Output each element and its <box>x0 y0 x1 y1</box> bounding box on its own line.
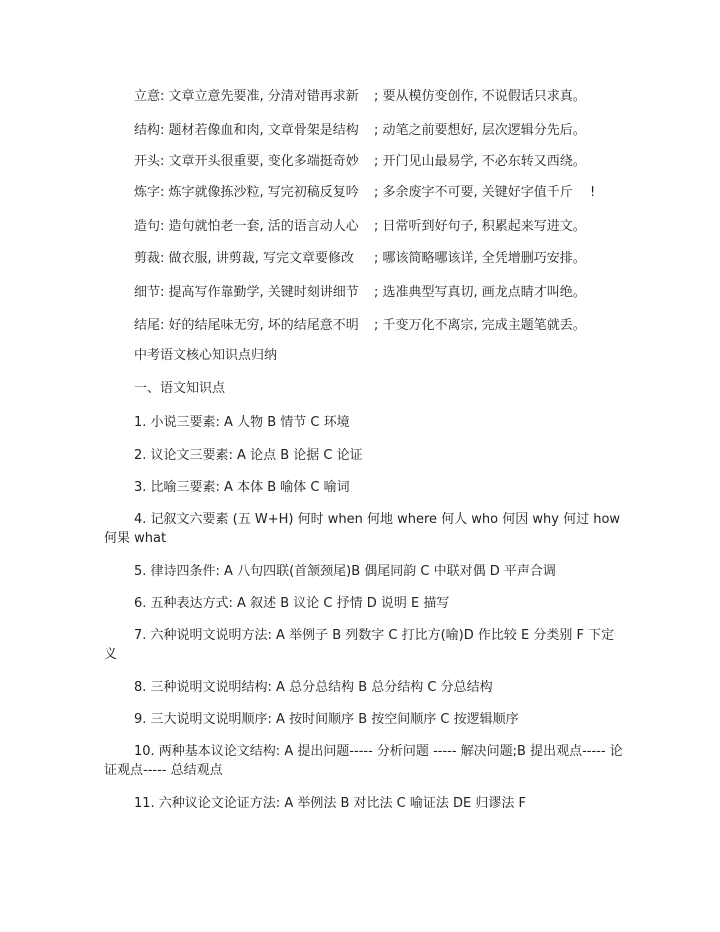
couplet-right: ; 日常听到好句子, 积累起来写进文。 <box>374 219 586 234</box>
couplet-line <box>134 185 573 201</box>
list-item: 11. 六种议论文论证方法: A 举例法 B 对比法 C 喻证法 DE 归谬法 F <box>134 796 526 811</box>
couplet-right: ; 开门见山最易学, 不必东转又西绕。 <box>374 154 586 169</box>
list-item: 1. 小说三要素: A 人物 B 情节 C 环境 <box>134 415 350 430</box>
stray-mark: ! <box>590 185 596 200</box>
list-item: 10. 两种基本议论文结构: A 提出问题----- 分析问题 ----- 解决问题;B 提出观点----- 论证观点----- 总结观点 <box>104 744 623 778</box>
list-item: 5. 律诗四条件: A 八句四联(首颔颈尾)B 偶尾同韵 C 中联对偶 D 平声合调 <box>134 564 556 579</box>
couplet-line <box>134 285 586 301</box>
couplet-left: 炼字: 炼字就像拣沙粒, 写完初稿反复吟 <box>134 185 359 200</box>
couplet-right: ; 千变万化不离宗, 完成主题笔就丢。 <box>374 318 586 333</box>
couplet-line <box>134 219 586 235</box>
couplet-left: 造句: 造句就怕老一套, 活的语言动人心 <box>134 219 359 234</box>
couplet-left: 开头: 文章开头很重要, 变化多端挺奇妙 <box>134 154 359 169</box>
list-item: 6. 五种表达方式: A 叙述 B 议论 C 抒情 D 说明 E 描写 <box>134 596 450 611</box>
couplet-left: 剪裁: 做衣服, 讲剪裁, 写完文章要修改 <box>134 251 355 266</box>
list-item: 7. 六种说明文说明方法: A 举例子 B 列数字 C 打比方(喻)D 作比较 E 分类别 F 下定义 <box>104 628 615 662</box>
couplet-right: ; 动笔之前要想好, 层次逻辑分先后。 <box>374 123 586 138</box>
couplet-left: 结尾: 好的结尾味无穷, 坏的结尾意不明 <box>134 318 359 333</box>
couplet-line <box>134 251 586 267</box>
list-item: 2. 议论文三要素: A 论点 B 论据 C 论证 <box>134 448 363 463</box>
couplet-line <box>134 318 586 334</box>
list-item: 8. 三种说明文说明结构: A 总分总结构 B 总分结构 C 分总结构 <box>134 680 493 695</box>
couplet-left: 细节: 提高写作靠勤学, 关键时刻讲细节 <box>134 285 359 300</box>
list-item: 9. 三大说明文说明顺序: A 按时间顺序 B 按空间顺序 C 按逻辑顺序 <box>134 712 519 727</box>
couplet-line <box>134 89 586 105</box>
section-title: 一、语文知识点 <box>134 381 226 396</box>
list-item: 4. 记叙文六要素 (五 W+H) 何时 when 何地 where 何人 who 何因 why 何过 how 何果 what <box>104 512 621 546</box>
couplet-right: ; 哪该简略哪该详, 全凭增删巧安排。 <box>374 251 586 266</box>
couplet-right: ; 要从模仿变创作, 不说假话只求真。 <box>374 89 586 104</box>
couplet-left: 立意: 文章立意先要准, 分清对错再求新 <box>134 89 359 104</box>
page-heading: 中考语文核心知识点归纳 <box>134 348 278 363</box>
couplet-line <box>134 154 586 170</box>
couplet-left: 结构: 题材若像血和肉, 文章骨架是结构 <box>134 123 359 138</box>
couplet-line <box>134 123 586 139</box>
couplet-right: ; 多余废字不可要, 关键好字值千斤 <box>374 185 573 200</box>
couplet-right: ; 选准典型写真切, 画龙点睛才叫绝。 <box>374 285 586 300</box>
list-item: 3. 比喻三要素: A 本体 B 喻体 C 喻词 <box>134 480 350 495</box>
